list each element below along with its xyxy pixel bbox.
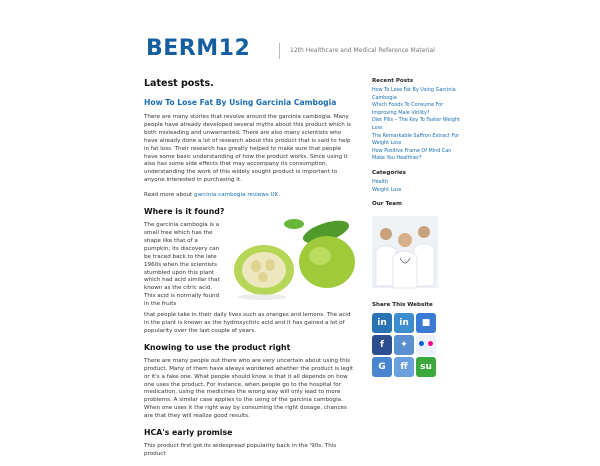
category-link-health[interactable]: Health bbox=[372, 178, 389, 185]
friendfeed-icon[interactable]: ff bbox=[394, 357, 414, 377]
post-intro: There are many stories that revolve around the garcinia cambogia. Many people have already developed several myths about this product which is both misleading and unwarranted. There are also many scientists who have already done a lot of research about this product that is said to help in fat loss. Their research has greatly helped to make sure that people have some basic understanding of how the product works. Since using it also has some side effects that may accompany its consumption, understanding the work of this widely sought product is important to anyone interested in purchasing it. bbox=[144, 114, 352, 184]
recent-posts-widget bbox=[372, 78, 464, 163]
sidebar bbox=[372, 78, 464, 377]
read-more bbox=[144, 192, 354, 200]
read-more-prefix: Read more about bbox=[144, 192, 193, 199]
main-content bbox=[144, 78, 354, 466]
knowing-heading: Knowing to use the product right bbox=[144, 342, 291, 352]
hca-heading: HCA's early promise bbox=[144, 428, 233, 438]
delicious-icon[interactable]: ■ bbox=[416, 313, 436, 333]
site-header bbox=[0, 0, 600, 70]
recent-post-link[interactable]: Which Foods To Consume For Improving Male Virility? bbox=[372, 102, 444, 116]
read-more-suffix: . bbox=[278, 192, 281, 199]
facebook-icon[interactable]: f bbox=[372, 335, 392, 355]
myspace-icon[interactable]: ✦ bbox=[394, 335, 414, 355]
linkedin-icon[interactable]: in bbox=[372, 313, 392, 333]
where-section bbox=[144, 222, 354, 322]
categories-widget bbox=[372, 170, 464, 194]
team-photo bbox=[372, 216, 438, 288]
category-link-weight-loss[interactable]: Weight Loss bbox=[372, 186, 402, 193]
share-widget bbox=[372, 302, 464, 377]
read-more-link[interactable]: garcinia cambogia reviews UK bbox=[194, 192, 279, 199]
where-text: The garcinia cambogia is a small tree which has the shape like that of a pumpkin; its discovery can be traced back to the late 1960s when the scientists stumbled upon this plant which had acid similar that known as the citric acid. This acid is normally found in the fruits bbox=[144, 222, 220, 308]
recent-post-link[interactable]: How To Lose Fat By Using Garcinia Cambogia bbox=[372, 87, 456, 101]
recent-posts-list bbox=[372, 87, 464, 163]
site-logo[interactable]: BERM12 bbox=[146, 36, 251, 61]
recent-post-link[interactable]: The Remarkable Saffron Extract For Weight Loss bbox=[372, 132, 460, 147]
latest-posts-heading: Latest posts. bbox=[144, 78, 214, 89]
knowing-text: There are many people out there who are very uncertain about using this product. Many of them have always wondered whether the product is legit or it's a fake one. What people should know is that it all depends on how one uses the product. For instance, when people go to the hospital for medication, using the medicines the wrong way will only lead to more problems. A similar case applies to the using of the garcinia cambogia. When one uses it the right way by consuming the right dosage, chances are that they will realize good results. bbox=[144, 357, 354, 420]
our-team-widget bbox=[372, 201, 464, 302]
categories-heading: Categories bbox=[372, 169, 406, 176]
stumbleupon-icon[interactable]: su bbox=[416, 357, 436, 377]
categories-list bbox=[372, 179, 464, 194]
linkedin-alt-icon[interactable]: in bbox=[394, 313, 414, 333]
share-heading: Share This Website bbox=[372, 302, 433, 309]
share-icons-grid bbox=[372, 313, 464, 377]
recent-posts-heading: Recent Posts bbox=[372, 78, 414, 84]
post-title-link[interactable]: How To Lose Fat By Using Garcinia Cambogia bbox=[144, 98, 337, 107]
google-icon[interactable]: G bbox=[372, 357, 392, 377]
recent-post-link[interactable]: Diet Pills – The Key To Faster Weight Loss bbox=[372, 117, 460, 131]
recent-post-link[interactable]: How Positive Frame Of Mind Can Make You Healthier? bbox=[372, 147, 452, 162]
hca-text: This product first got its widespread popularity back in the '90s. This product bbox=[144, 443, 337, 457]
our-team-heading: Our Team bbox=[372, 201, 402, 208]
header-divider bbox=[279, 43, 280, 59]
site-tagline: 12th Healthcare and Medical Reference Material bbox=[290, 47, 435, 54]
garcinia-fruit-image bbox=[224, 218, 358, 302]
where-heading: Where is it found? bbox=[144, 207, 225, 217]
flickr-icon[interactable]: • • bbox=[417, 337, 435, 354]
where-text-continued: that people take in their daily lives such as oranges and lemons. The acid in the plant is known as the hydroxycitric acid and it has gained a lot of popularity over the last couple of years. bbox=[144, 312, 351, 334]
